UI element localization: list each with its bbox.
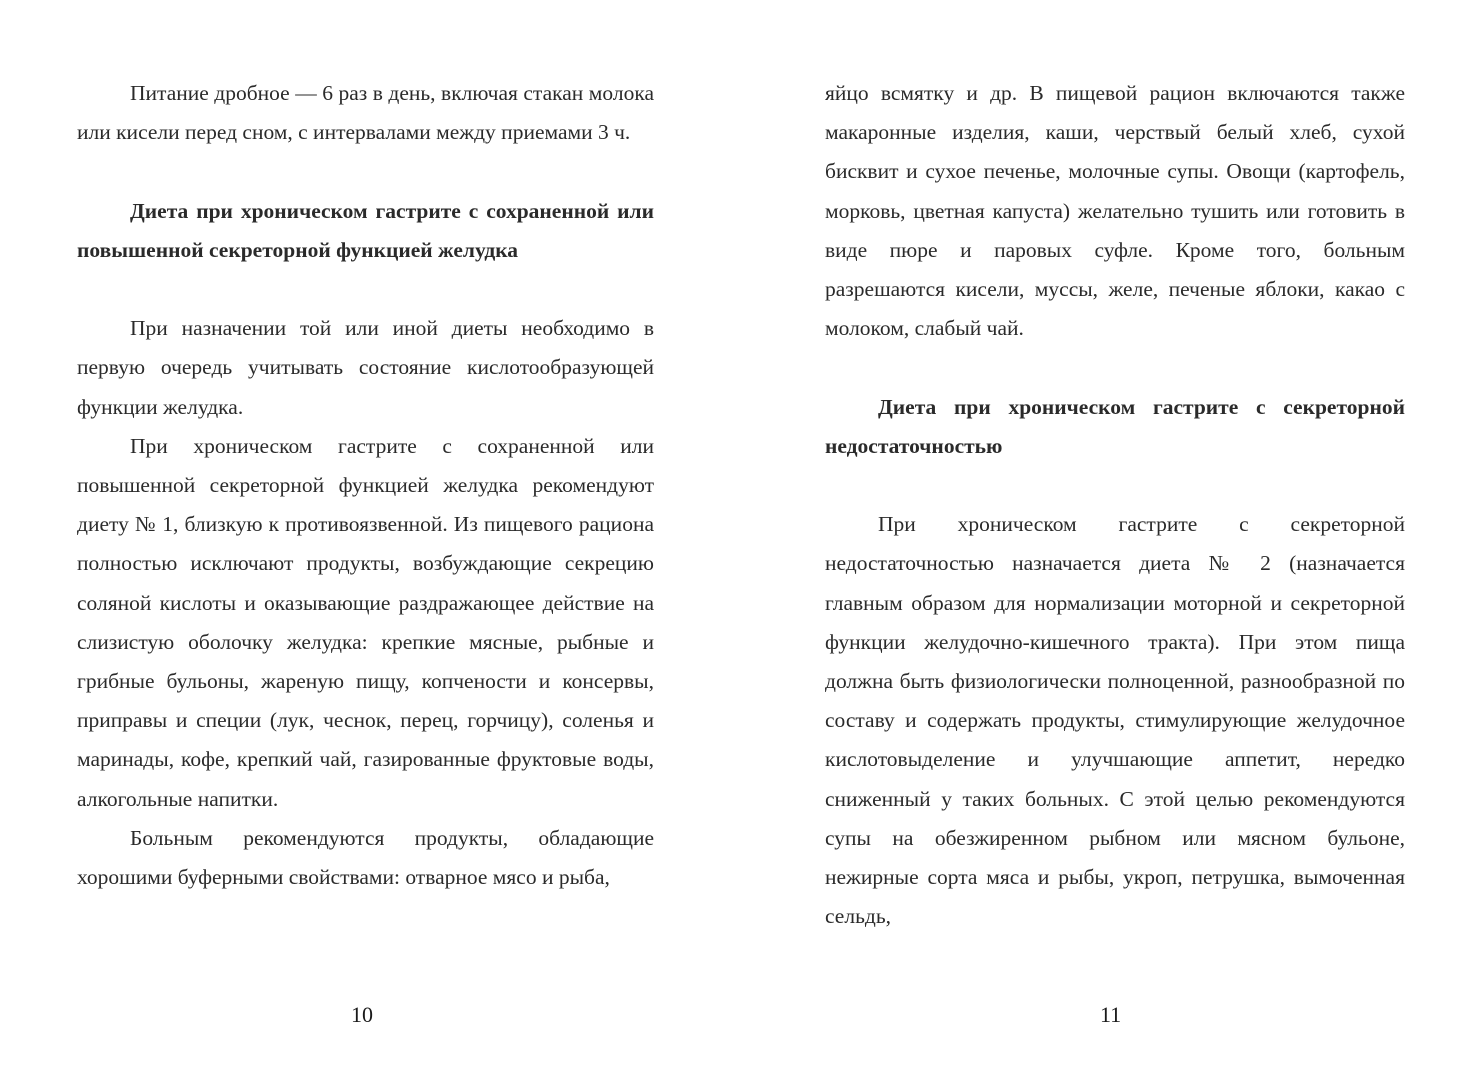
right-page-text xyxy=(825,74,1405,936)
spacer xyxy=(825,466,1405,505)
left-page xyxy=(0,0,739,1080)
right-paragraph-continued: яйцо всмятку и др. В пищевой рацион включаются также макаронные изделия, каши, черствый белый хлеб, сухой бисквит и сухое печенье, молочные супы. Овощи (картофель, морковь, цветная капуста) желательно тушить или готовить в виде пюре и паровых суфле. Кроме того, больным разрешаются кисели, муссы, желе, печеные яблоки, какао с молоком, слабый чай. xyxy=(825,81,1405,341)
left-paragraph-diet-choice: При назначении той или иной диеты необходимо в первую очередь учитывать состояние кислотообразующей функции желудка. xyxy=(77,316,654,419)
left-paragraph-recommended: Больным рекомендуются продукты, обладающие хорошими буферными свойствами: отварное мясо и рыба, xyxy=(77,825,654,890)
spacer xyxy=(825,348,1405,387)
right-paragraph-diet-2: При хроническом гастрите с секреторной недостаточностью назначается диета № 2 (назначается главным образом для нормализации моторной и секреторной функции желудочно-кишечного тракта). При этом пища должна быть физиологически полноценной, разнообразной по составу и содержать продукты, стимулирующие желудочное кислотовыделение и улучшающие аппетит, нередко сниженный у таких больных. С этой целью рекомендуются супы на обезжиренном рыбном или мясном бульоне, нежирные сорта мяса и рыбы, укроп, петрушка, вымоченная сельдь, xyxy=(825,512,1405,929)
spacer xyxy=(77,270,654,309)
page-number: 11 xyxy=(1100,1002,1122,1027)
spacer xyxy=(77,152,654,191)
left-heading: Диета при хроническом гастрите с сохраненной или повышенной секреторной функцией желудка xyxy=(77,198,654,262)
left-paragraph-diet-1: При хроническом гастрите с сохраненной или повышенной секреторной функцией желудка рекомендуют диету № 1, близкую к противоязвенной. Из пищевого рациона полностью исключают продукты, возбуждающие секрецию соляной кислоты и оказывающие раздражающее действие на слизистую оболочку желудка: крепкие мясные, рыбные и грибные бульоны, жареную пищу, копчености и консервы, приправы и специи (лук, чеснок, перец, горчицу), соленья и маринады, кофе, крепкий чай, газированные фруктовые воды, алкогольные напитки. xyxy=(77,433,654,811)
left-paragraph-feeding: Питание дробное — 6 раз в день, включая стакан молока или кисели перед сном, с интервалами между приемами 3 ч. xyxy=(77,81,654,145)
page-number: 10 xyxy=(351,1002,373,1027)
right-page xyxy=(739,0,1479,1080)
right-heading: Диета при хроническом гастрите с секреторной недостаточностью xyxy=(825,394,1405,458)
left-page-text xyxy=(77,74,654,897)
